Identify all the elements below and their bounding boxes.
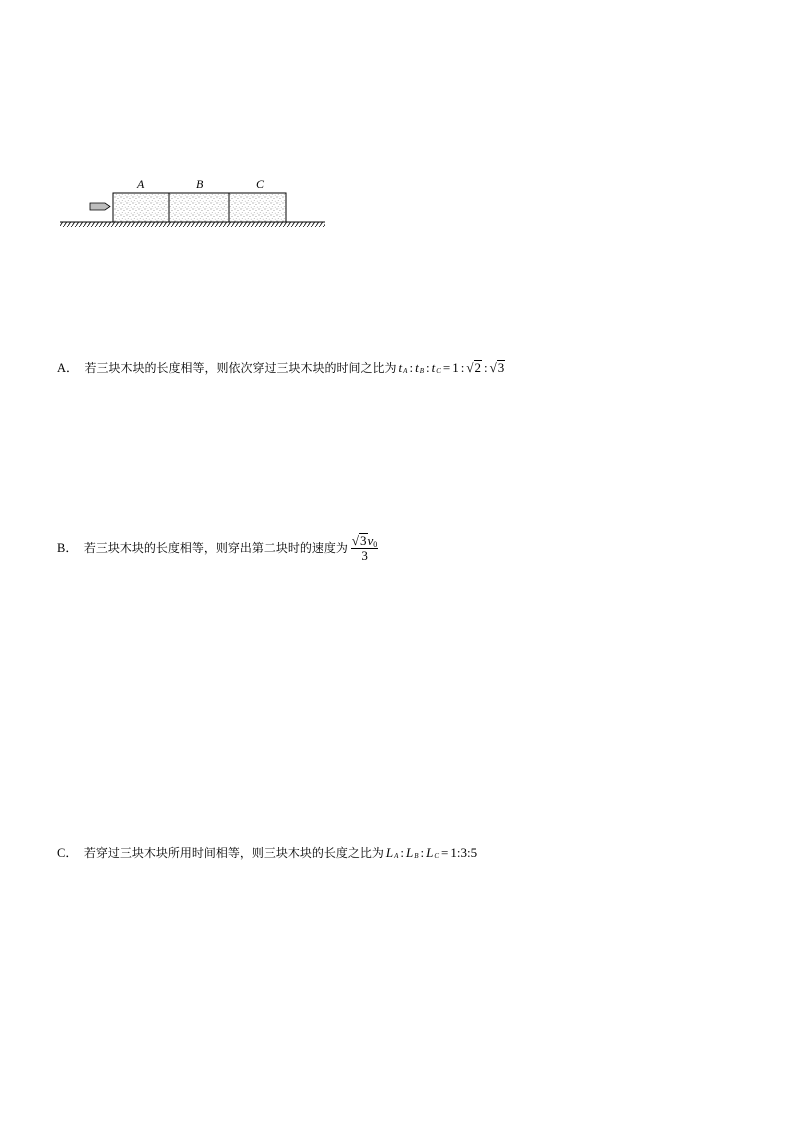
block-b: [169, 193, 229, 222]
ground-hatch: [60, 222, 325, 227]
option-c-formula: L A : L B : L C = 1:3:5: [385, 845, 478, 860]
option-a-letter: A．: [57, 361, 79, 375]
block-label-c: C: [256, 177, 265, 191]
sqrt-2: √ 2: [466, 360, 482, 375]
bullet-blocks-figure: [60, 172, 330, 232]
option-b-fraction: √ 3 v 0 3: [351, 533, 378, 563]
block-a: [113, 193, 169, 222]
option-c-letter: C．: [57, 846, 78, 860]
option-b: [57, 533, 378, 563]
option-a-formula: t A : t B : t C = 1 : √ 2 : √ 3: [398, 360, 505, 375]
option-c-text: 若穿过三块木块所用时间相等，则三块木块的长度之比为: [83, 846, 384, 860]
option-a: [57, 360, 505, 376]
option-b-letter: B．: [57, 541, 78, 555]
option-a-text: 若三块木块的长度相等，则依次穿过三块木块的时间之比为: [84, 361, 397, 375]
option-b-text: 若三块木块的长度相等，则穿出第二块时的速度为: [83, 541, 348, 555]
bullet-icon: [90, 203, 110, 210]
block-label-b: B: [196, 177, 204, 191]
sqrt-3: √ 3: [489, 360, 505, 375]
block-c: [229, 193, 286, 222]
block-label-a: A: [137, 177, 145, 191]
option-c: [57, 845, 477, 861]
blocks-diagram: [60, 172, 330, 232]
